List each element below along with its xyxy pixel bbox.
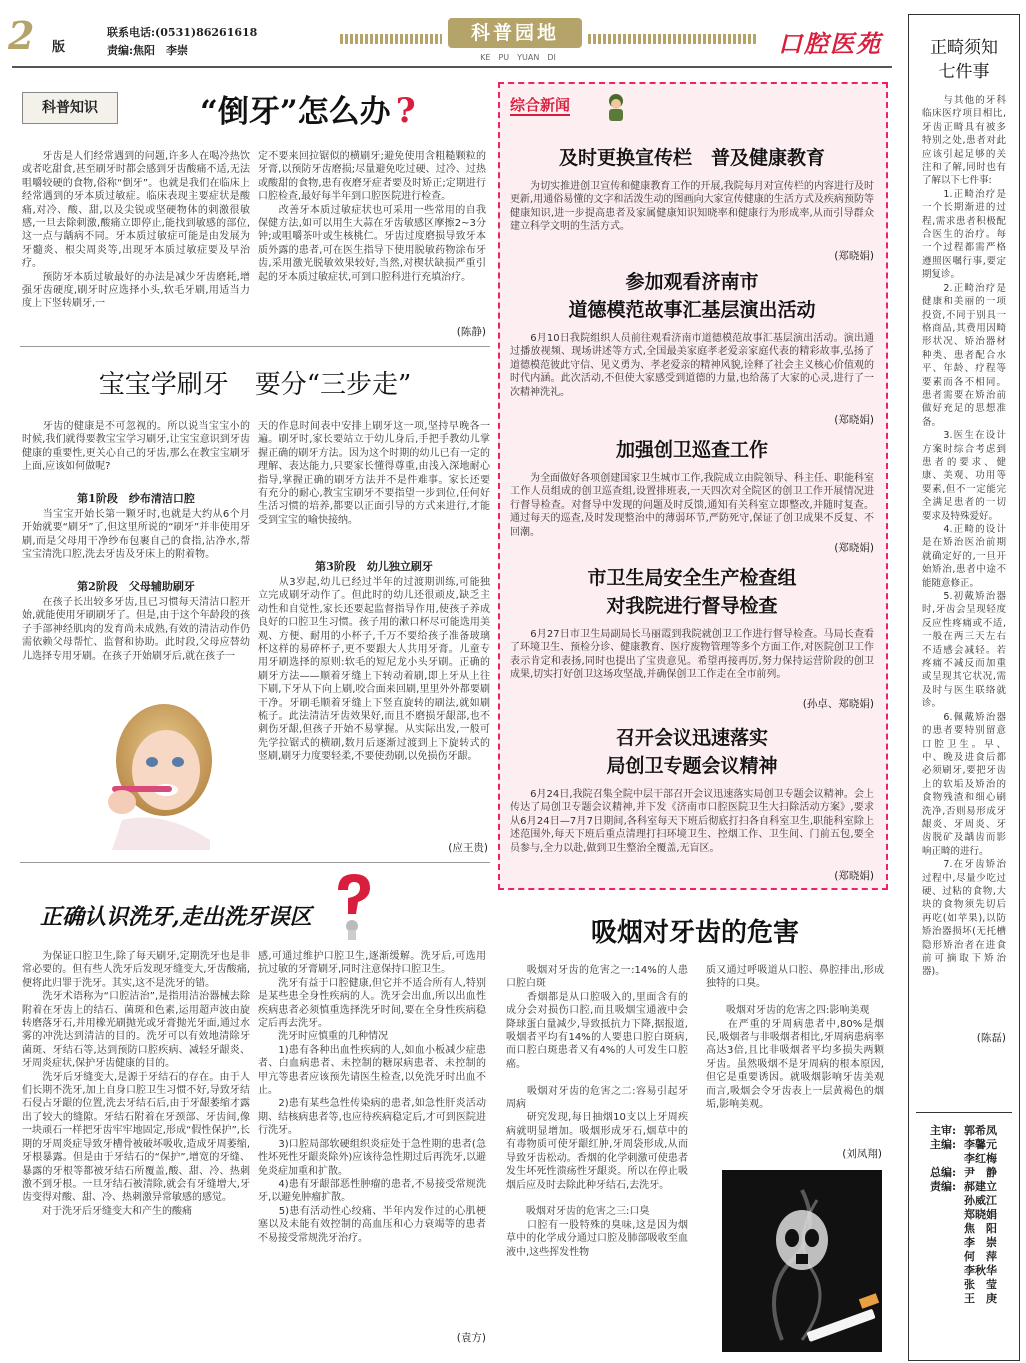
news-4-title-line1: 市卫生局安全生产检查组 <box>587 567 797 589</box>
staff-editor-7: 李秋华 <box>964 1264 997 1277</box>
soldier-icon <box>602 92 630 122</box>
banner-stripe-right <box>588 34 758 44</box>
article1-title: “倒牙”怎么办 <box>200 94 391 130</box>
staff-editor-9: 王 庚 <box>964 1292 997 1305</box>
kepu-label: 科普知识 <box>22 92 118 124</box>
news-3-body: 为全面做好各项创建国家卫生城市工作,我院成立由院领导、科主任、职能科室工作人员组成的创卫巡查组,设置排班表,一天四次对全院区的创卫工作开展情况进行督导检查。对督导中发现的问题及时反馈,通知有关科室立即整改,并随时复查。通过每天的巡查,及时发现整治中的薄弱环节,严防死守,保证了创卫成果不反复、不回潮。 <box>510 473 874 538</box>
news-1-title: 及时更换宣传栏 普及健康教育 <box>558 147 825 169</box>
article2-stage1: 第1阶段 纱布清洁口腔 <box>77 492 195 505</box>
sidebar-author: (陈磊) <box>976 1032 1006 1044</box>
article2-stage2: 第2阶段 父母辅助刷牙 <box>77 580 195 593</box>
news-5-author: (郑晓娟) <box>834 870 874 882</box>
smoking-skull-photo <box>722 1170 882 1352</box>
zonghe-label: 综合新闻 <box>510 96 571 114</box>
news-3 <box>510 436 874 555</box>
article2-author: (应王贵) <box>448 842 488 854</box>
news-2-body: 6月10日我院组织人员前往观看济南市道德模范故事汇基层演出活动。演出通过播放视频、现场讲述等方式,全国最美家庭孝老爱亲家庭代表的精彩故事,弘扬了道德模范彼此守信、见义勇为、孝老爱亲的精神风貌,诠释了社会主义核心价值观的时代内涵。此次活动,不但使大家感受到道德的力量,也给荡了大家的心灵,进行了一次精神洗礼。 <box>510 333 874 398</box>
article3-col1: 为保证口腔卫生,除了每天刷牙,定期洗牙也是非常必要的。但有些人洗牙后发现牙缝变大,牙齿酸痛,便将此归罪于洗牙。其实,这不是洗牙的错。 洗牙术语称为“口腔洁治”,是指用洁治器械去除附着在牙齿上的结石、菌斑和色素,运用超声波由旋转磨落牙石,并用橡光刷抛光或牙膏抛光牙面,通过水雾的冲洗达到清洁的目的。洗牙可以有效地清除牙菌斑、牙结石等,达到预防口腔疾病、减轻牙龈炎、牙周炎症状,保护牙齿健康的目的。 洗牙后牙缝变大,是源于牙结石的存在。由于人们长期不洗牙,加上自身口腔卫生习惯不好,导致牙结石侵占牙龈的位置,洗去牙结石后,由于牙龈萎缩才露出了较大的缝隙。牙结石附着在牙颈部、牙齿间,像一块顽石一样把牙齿牢牢地固定,形成“假性保护”,长期的牙周炎症导致牙槽骨被破坏吸收,造成牙周萎缩,牙根暴露。但是由于牙结石的“保护”,增宽的牙缝、暴露的牙根等都被牙结石所覆盖,酸、甜、冷、热刺激不到牙根。一旦牙结石被清除,就会有牙缝增大,牙齿变得对酸、甜、冷、热刺激异常敏感的感觉。 对于洗牙后牙缝变大和产生的酸痛 <box>22 951 250 1217</box>
news-4 <box>510 564 874 711</box>
news-2 <box>510 268 874 427</box>
staff-chief-editor-2: 李红梅 <box>964 1152 997 1165</box>
news-5-title-line2: 局创卫专题会议精神 <box>606 755 778 777</box>
article4-title: 吸烟对牙齿的危害 <box>590 918 799 948</box>
staff-editor-8: 张 莹 <box>964 1278 997 1291</box>
news-1 <box>510 144 874 263</box>
article3-title: 正确认识洗牙,走出洗牙误区 <box>40 904 312 930</box>
section-title: 科普园地 <box>470 22 559 44</box>
news-2-title-line2: 道德模范故事汇基层演出活动 <box>568 299 816 321</box>
news-3-author: (郑晓娟) <box>834 542 874 554</box>
news-4-author: (孙卓、郑晓娟) <box>802 698 874 710</box>
article3-author: (袁方) <box>456 1332 486 1344</box>
news-2-title-line1: 参加观看济南市 <box>625 271 759 293</box>
news-5-body: 6月24日,我院召集全院中层干部召开会议迅速落实局创卫专题会议精神。会上传达了局创卫专题会议精神,并下发《济南市口腔医院卫生大扫除活动方案》,要求从6月24日—7月7日期间,各科室每天下班后彻底打扫各自科室卫生,职能科室除上述范围外,每天下班后重点清理打扫环境卫生、控烟工作、卫生间、门前五包,要全员参与,全力以赴,做到卫生整治全覆盖,无盲区。 <box>510 789 874 854</box>
article4-author: (刘凤翔) <box>842 1148 882 1160</box>
news-5-title-line1: 召开会议迅速落实 <box>615 727 768 749</box>
sidebar-title: 正畸须知七件事 <box>930 38 998 82</box>
article1-col2: 定不要来回拉锯似的横刷牙;避免使用含粗糙颗粒的牙膏,以预防牙齿磨损;尽量避免吃过硬、过冷、过热或酸甜的食物,患有夜磨牙症者要及时矫正;定期进行口腔检查,最好每半年到口腔医院进行检查。 改善牙本质过敏症状也可采用一些常用的自我保健方法,如可以用生大蒜在牙齿敏感区摩擦2~3分钟;或咀嚼茶叶或生核桃仁。牙齿过度磨损导致牙本质外露的患者,可在医生指导下使用脱敏药物涂布牙齿,采用激光脱敏效果较好,当然,对楔状缺损严重引起的牙本质过敏症状,可到口腔科进行充填治疗。 <box>258 151 486 283</box>
news-2-author: (郑晓娟) <box>834 414 874 426</box>
article2-col2 <box>258 420 490 840</box>
article1-title-row <box>200 86 460 130</box>
zonghe-label-box <box>510 94 630 126</box>
news-1-body: 为切实推进创卫宣传和健康教育工作的开展,我院每月对宣传栏的内容进行及时更新,用通俗易懂的文字和活泼生动的图画向大家宣传健康的生活方式及疾病预防等健康知识,进一步提高患者及家属健康知识知晓率和健康行为形成率,从而引导群众建立科学文明的生活方式。 <box>510 181 874 233</box>
article2-stage1-text: 当宝宝开始长第一颗牙时,也就是大约从6个月开始就要“刷牙”了,但这里所说的“刷牙”并非使用牙刷,而是父母用干净纱布包裹自己的食指,沾净水,帮宝宝清洗口腔,洗去牙齿及牙床上的附着物。 <box>22 509 250 561</box>
news-3-title: 加强创卫巡查工作 <box>615 439 768 461</box>
article2-stage3-text: 从3岁起,幼儿已经过半年的过渡期训练,可能独立完成刷牙动作了。但此时的幼儿还很顽皮,缺乏主动性和自觉性,家长还要起监督指导作用,使孩子养成良好的口腔卫生习惯。孩子用的漱口杯尽可能选用美观、方便、耐用的小杯子,千万不要给孩子准备玻璃杯这样的易碎杯子,更不要跟大人共用牙膏。儿童专用牙刷选择的原则:软毛的短尼龙小头牙刷。正确的刷牙方法——顺着牙缝上下转动着刷,即上牙从上往下刷,下牙从下向上刷,咬合面来回刷,里里外外都要刷干净。牙刷毛顺着牙缝上下竖直旋转的刷法,就如刷梳子。此法清洁牙齿效果好,而且不磨损牙龈部,也不刺伤牙龈,但孩子开始不易掌握。从实际出发,一般可先学拉锯式的横刷,数月后逐渐过渡到上下旋转式的竖刷,刷牙力度要轻柔,不要使劲刷,以免损伤牙龈。 <box>258 577 490 763</box>
article2-title: 宝宝学刷牙 要分“三步走” <box>98 370 412 400</box>
article4-col1: 吸烟对牙齿的危害之一:14%的人患口腔白斑 香烟都是从口腔吸入的,里面含有的成分会对损伤口腔,而且吸烟宝通液中会降球蛋白量减少,导致抵抗力下降,据报道,吸烟者平均有14%的人要患口腔白斑病,而口腔白斑患者又有4%的人可发生口腔癌。 吸烟对牙齿的危害之二:容易引起牙周病 研究发现,每日抽烟10支以上牙周疾病就明显增加。吸烟形成牙石,烟草中的有毒物质可使牙龈红肿,牙周袋形成,从而导致牙齿松动。香烟的化学刺激可使患者发生坏死性溃疡性牙龈炎。所以在停止吸烟后应及时去除此种牙结石,去洗牙。 吸烟对牙齿的危害之三:口臭 口腔有一股特殊的臭味,这是因为烟草中的化学成分通过口腔及肺部吸收至血液中,这些挥发性物 <box>506 965 688 1258</box>
sidebar-body: 与其他的牙科临床医疗项目相比,牙齿正畸具有被多特别之处,患者对此应该引起足够的关注和了解,同时也有了解以下七件事: 1.正畸治疗是一个长期渐进的过程,需求患者积极配合医生的治疗。每一个过程都需严格遵照医嘱行事,要定期复诊。 2.正畸治疗是健康和美丽的一项投资,不同于别具一格商品,其费用因畸形状况、矫治器材种类、患者配合水平、年龄、疗程等要素而各不相同。患者需要在矫治前做好充足的思想准备。 3.医生在设计方案时综合考虑到患者的要求、健康、美观、功用等要素,但不一定能完全满足患者的一切要求及特殊爱好。 4.正畸的设计是在矫治医治前期就确定好的,一旦开始矫治,患者中途不能随意修正。 5.初戴矫治器时,牙齿会呈现轻度反应性疼痛或不适,一般在两三天左右不适感会减轻。若疼痛不减反而加重或呈现其它状况,需及时与医生联络就诊。 6.佩戴矫治器的患者要特别留意口腔卫生。早、中、晚及进食后都必须刷牙,要把牙齿上的软垢及矫治的食物残渣和细心刷洗净,否则易形成牙龈炎、牙周炎、牙齿脱矿及龋齿而影响正畸的进行。 7.在牙齿矫治过程中,尽量少吃过硬、过粘的食物,大块的食物须先切后再吃(如苹果),以防矫治器损坏(无托槽隐形矫治者在进食前可摘取下矫治器)。 <box>922 95 1006 978</box>
child-brushing-photo <box>92 690 232 850</box>
staff-list <box>930 1124 1014 1306</box>
staff-editor-6: 何 萍 <box>964 1250 997 1263</box>
section-banner <box>448 18 582 48</box>
page-number-suffix: 版 <box>52 40 66 55</box>
header-editors: 责编:焦阳 李崇 <box>107 44 189 57</box>
article4-col2: 质又通过呼吸道从口腔、鼻腔排出,形成独特的口臭。 吸烟对牙齿的危害之四:影响美观 在严重的牙周病患者中,80%是烟民,吸烟者与非吸烟者相比,牙周病患病率高达3倍,且比非吸烟者平均多损失两颗牙齿。虽然吸烟不是牙周病的根本原因,但它是重要诱因。就吸烟影响牙齿美观而言,吸烟会令牙齿表上一层黄褐色的烟垢,影响美观。 <box>706 965 884 1111</box>
staff-general-editor: 总编: 尹 静 <box>930 1166 997 1179</box>
article2-stage2-text: 在孩子长出较多牙齿,且已习惯每天清洁口腔开始,就能使用牙刷刷牙了。但是,由于这个年龄段的孩子手部神经肌肉的发育尚未成熟,有效的清洁动作仍需依赖父母帮忙、监督和协助。此时段,父母应替幼儿选择专用牙刷。在孩子开始刷牙后,就在孩子一 <box>22 597 250 662</box>
article2-intro: 牙齿的健康是不可忽视的。所以说当宝宝小的时候,我们就得要教宝宝学习刷牙,让宝宝意识到牙齿健康的重要性,更关心自己的牙齿,那么在教宝宝刷牙上面,应该如何做呢? <box>22 421 250 473</box>
staff-editor-4: 焦 阳 <box>964 1222 997 1235</box>
news-1-author: (郑晓娟) <box>834 250 874 262</box>
article1-author: (陈静) <box>456 326 486 338</box>
question-figure-icon <box>320 870 384 940</box>
staff-editor-2: 孙威江 <box>964 1194 997 1207</box>
header-divider <box>12 66 892 68</box>
sidebar-divider <box>916 1112 1012 1113</box>
article2-col1 <box>22 420 250 686</box>
page-number: 2 <box>8 13 35 58</box>
news-4-body: 6月27日市卫生局副局长马丽霞到我院就创卫工作进行督导检查。马局长查看了环境卫生、预检分诊、健康教育、医疗废物管理等多个方面工作,对医院创卫工作表示肯定和表扬,同时也提出了宝贵意见。希望再接再厉,努力保持运营阶段的创卫成果,切实打好创卫这场攻坚战,并确保创卫工作走在全市前列。 <box>510 629 874 681</box>
staff-chief-reviewer: 主审: 郭希凤 <box>930 1124 997 1137</box>
staff-editor-1: 责编: 郝建立 <box>930 1180 997 1193</box>
article2-stage3: 第3阶段 幼儿独立刷牙 <box>315 560 433 573</box>
news-4-title-line2: 对我院进行督导检查 <box>606 595 778 617</box>
article1-col1: 牙齿是人们经常遇到的问题,许多人在喝冷热饮或者吃甜食,甚至刷牙时都会感到牙齿酸痛不适,无法咀嚼较硬的食物,俗称“倒牙”。也就是我们在临床上经常遇到的牙本质过敏症。临床表现主要症状是酸痛,对冷、酸、甜,以及尖锐或坚硬物体的刺激很敏感,一旦去除刺激,酸痛立即停止,能找到敏感的部位,这一点与龋病不同。牙本质过敏症可能是由发展为牙髓炎、根尖周炎等,出现牙本质过敏症要及早治疗。 预防牙本质过敏最好的办法是减少牙齿磨耗,增强牙齿硬度,刷牙时应选择小头,软毛牙刷,用适当力度上下竖转刷牙,一 <box>22 151 250 310</box>
banner-stripe-left <box>340 34 442 44</box>
staff-editor-5: 李 崇 <box>964 1236 997 1249</box>
contact-phone: 联系电话:(0531)86261618 <box>107 26 258 39</box>
staff-chief-editor: 主编: 李馨元 <box>930 1138 997 1151</box>
staff-editor-3: 郑晓娟 <box>964 1208 997 1221</box>
divider-1 <box>20 346 490 347</box>
article3-col2: 感,可通过维护口腔卫生,逐渐缓解。洗牙后,可选用抗过敏的牙膏刷牙,同时注意保持口腔卫生。 洗牙有益于口腔健康,但它并不适合所有人,特别是某些患全身性疾病的人。洗牙会出血,所以出血性疾病患者必须慎重选择洗牙时间,要在全身性疾病稳定后再去洗牙。 洗牙时应慎重的几种情况 1)患有各种出血性疾病的人,如血小板减少症患者、白血病患者、未控制的糖尿病患者、未控制的甲亢等患者应该预先请医生检查,以免洗牙时出血不止。 2)患有某些急性传染病的患者,如急性肝炎活动期、结核病患者等,也应待疾病稳定后,才可到医院进行洗牙。 3)口腔局部软硬组织炎症处于急性期的患者(急性坏死性牙龈炎除外)应该待急性期过后再洗牙,以避免炎症加重和扩散。 4)患有牙龈部恶性肿瘤的患者,不易接受常规洗牙,以避免肿瘤扩散。 5)患有活动性心绞痛、半年内发作过的心肌梗塞以及未能有效控制的高血压和心力衰竭等的患者不易接受常规洗牙治疗。 <box>258 951 486 1244</box>
question-mark-icon: ? <box>395 91 416 131</box>
article2-stage2-cont: 天的作息时间表中安排上刷牙这一项,坚持早晚各一遍。刷牙时,家长要站立于幼儿身后,手把手教幼儿掌握正确的刷牙方法。因为这个时期的幼儿已有一定的理解、表达能力,只要家长懂得尊重,由浅入深地耐心指导,掌握正确的刷牙方法并不是件难事。家长还要有充分的耐心,教宝宝刷牙不要指望一步到位,任何好生活习惯的培养,都要以正面引导的方式来进行,才能受到宝宝的喻快接纳。 <box>258 421 490 526</box>
section-pinyin: KE PU YUAN DI <box>480 53 556 62</box>
news-5 <box>510 724 874 883</box>
masthead-title: 口腔医苑 <box>778 29 882 58</box>
divider-2 <box>20 862 490 863</box>
